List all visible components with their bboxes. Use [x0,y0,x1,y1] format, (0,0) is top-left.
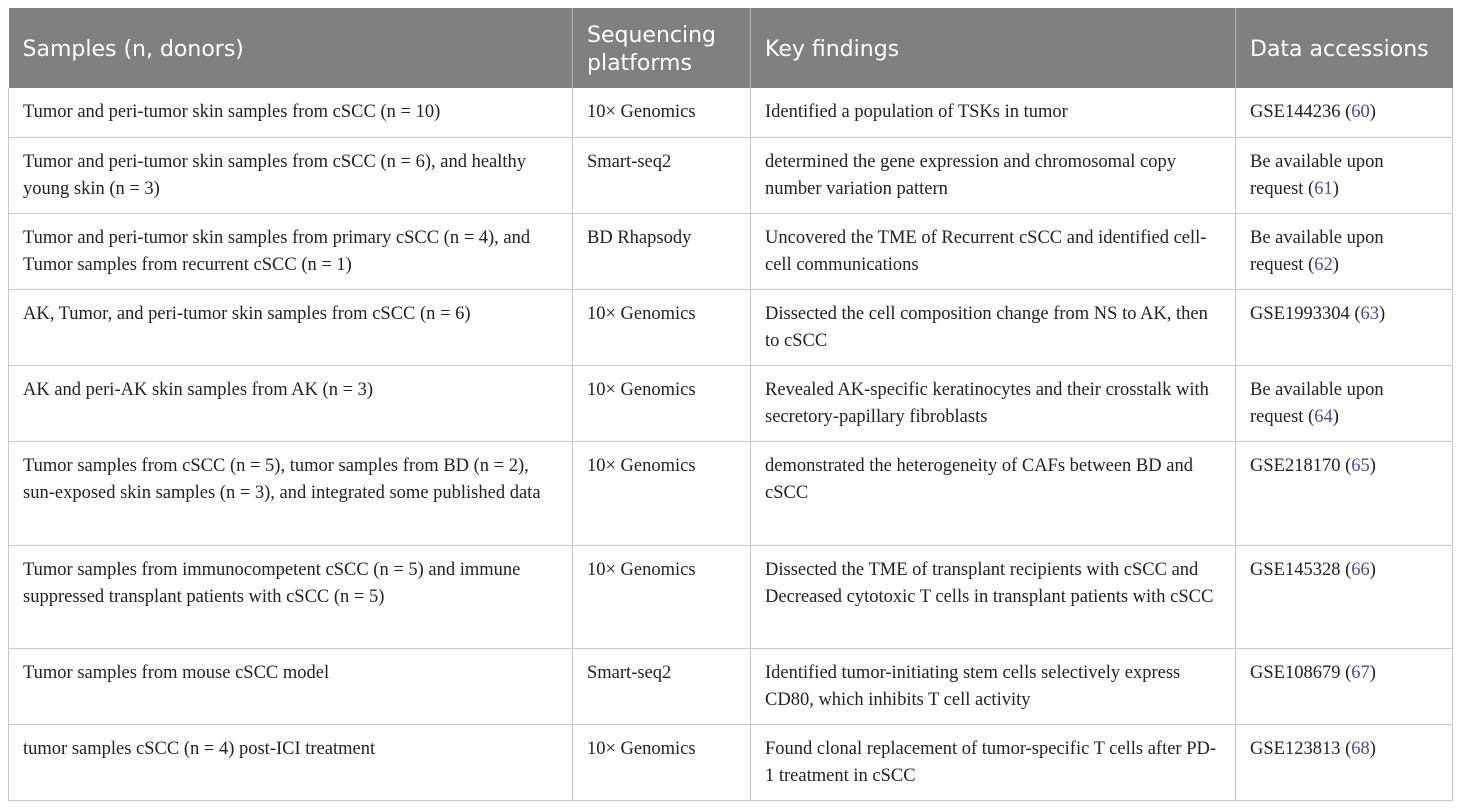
cell-platform: 10× Genomics [573,724,751,800]
accession-close: ) [1332,254,1339,275]
accession-text: GSE1993304 ( [1250,303,1361,324]
accession-text: Be available upon request ( [1250,151,1384,199]
accession-close: ) [1369,559,1376,580]
accession-close: ) [1369,738,1376,759]
accession-close: ) [1332,178,1339,199]
cell-finding: Dissected the cell composition change from NS to AK, then to cSCC [751,289,1236,365]
accession-text: Be available upon request ( [1250,227,1384,275]
accession-text: Be available upon request ( [1250,379,1384,427]
cell-platform: Smart-seq2 [573,137,751,213]
reference-link[interactable]: 61 [1314,178,1333,199]
cell-finding: Uncovered the TME of Recurrent cSCC and identified cell-cell communications [751,213,1236,289]
cell-samples: tumor samples cSCC (n = 4) post-ICI treatment [9,724,573,800]
cell-accession [1236,648,1453,724]
cell-platform: 10× Genomics [573,441,751,545]
cell-finding: demonstrated the heterogeneity of CAFs between BD and cSCC [751,441,1236,545]
cell-finding: Revealed AK-specific keratinocytes and their crosstalk with secretory-papillary fibroblasts [751,365,1236,441]
data-table [8,8,1453,801]
reference-link[interactable]: 64 [1314,406,1333,427]
cell-accession [1236,365,1453,441]
table-row [9,724,1453,800]
cell-platform: BD Rhapsody [573,213,751,289]
accession-text: GSE108679 ( [1250,662,1352,683]
cell-samples: Tumor and peri-tumor skin samples from primary cSCC (n = 4), and Tumor samples from recurrent cSCC (n = 1) [9,213,573,289]
reference-link[interactable]: 63 [1360,303,1379,324]
cell-platform: 10× Genomics [573,545,751,648]
cell-accession [1236,441,1453,545]
table-row [9,545,1453,648]
cell-samples: Tumor samples from cSCC (n = 5), tumor samples from BD (n = 2), sun-exposed skin samples (n = 3), and integrated some published data [9,441,573,545]
header-samples: Samples (n, donors) [9,8,573,88]
cell-samples: Tumor and peri-tumor skin samples from cSCC (n = 10) [9,88,573,137]
cell-accession [1236,289,1453,365]
accession-close: ) [1369,662,1376,683]
cell-accession [1236,545,1453,648]
header-row [9,8,1453,88]
accession-text: GSE123813 ( [1250,738,1352,759]
cell-accession [1236,213,1453,289]
cell-samples: Tumor samples from mouse cSCC model [9,648,573,724]
reference-link[interactable]: 68 [1351,738,1370,759]
accession-close: ) [1369,102,1376,122]
accession-text: GSE218170 ( [1250,455,1352,476]
cell-accession [1236,724,1453,800]
table-header [9,8,1453,88]
reference-link[interactable]: 65 [1351,455,1370,476]
reference-link[interactable]: 62 [1314,254,1333,275]
cell-platform: Smart-seq2 [573,648,751,724]
cell-samples: AK and peri-AK skin samples from AK (n = 3) [9,365,573,441]
cell-samples: Tumor samples from immunocompetent cSCC (n = 5) and immune suppressed transplant patients with cSCC (n = 5) [9,545,573,648]
cell-samples: Tumor and peri-tumor skin samples from cSCC (n = 6), and healthy young skin (n = 3) [9,137,573,213]
accession-text: GSE145328 ( [1250,559,1352,580]
cell-platform: 10× Genomics [573,365,751,441]
table-row [9,365,1453,441]
table-row [9,137,1453,213]
accession-close: ) [1332,406,1339,427]
header-findings: Key findings [751,8,1236,88]
accession-close: ) [1379,303,1386,324]
header-accessions: Data accessions [1236,8,1453,88]
cell-finding: Found clonal replacement of tumor-specific T cells after PD-1 treatment in cSCC [751,724,1236,800]
table-body [9,88,1453,800]
cell-samples: AK, Tumor, and peri-tumor skin samples from cSCC (n = 6) [9,289,573,365]
cell-finding: Identified tumor-initiating stem cells selectively express CD80, which inhibits T cell activity [751,648,1236,724]
cell-finding: Dissected the TME of transplant recipients with cSCC and Decreased cytotoxic T cells in transplant patients with cSCC [751,545,1236,648]
cell-accession [1236,137,1453,213]
cell-platform: 10× Genomics [573,88,751,137]
accession-text: GSE144236 ( [1250,102,1352,122]
cell-finding: Identified a population of TSKs in tumor [751,88,1236,137]
table-row [9,441,1453,545]
reference-link[interactable]: 60 [1351,102,1370,122]
cell-finding: determined the gene expression and chromosomal copy number variation pattern [751,137,1236,213]
table-row [9,213,1453,289]
cell-platform: 10× Genomics [573,289,751,365]
reference-link[interactable]: 67 [1351,662,1370,683]
reference-link[interactable]: 66 [1351,559,1370,580]
header-platforms: Sequencing platforms [573,8,751,88]
table-row [9,289,1453,365]
table-row [9,648,1453,724]
cell-accession [1236,88,1453,137]
table-row [9,88,1453,137]
accession-close: ) [1369,455,1376,476]
